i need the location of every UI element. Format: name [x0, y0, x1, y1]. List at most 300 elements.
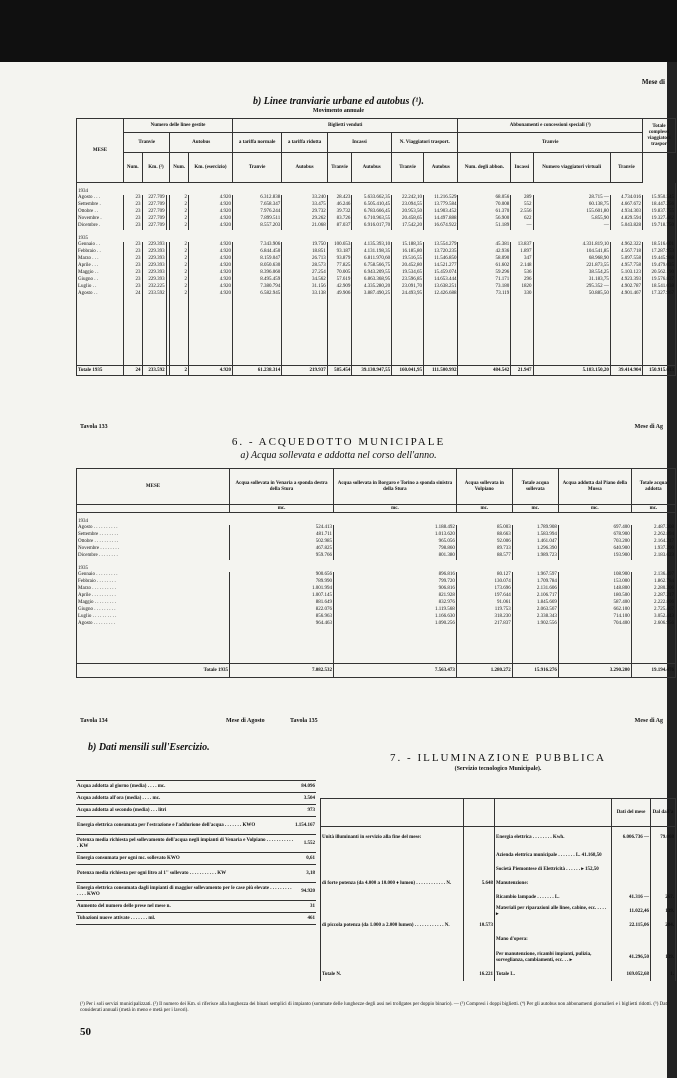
table-cell: 18.516.601	[643, 242, 676, 249]
table-cell: 2.606.956	[631, 621, 675, 628]
year-label: 1934	[77, 513, 676, 525]
table-cell: 21.068	[282, 223, 328, 230]
illum-cell: 41.296,50	[612, 947, 651, 969]
table-cell: 56.900	[458, 216, 511, 223]
col-acqua-f: Totale acqua addotta	[631, 469, 675, 505]
table-cell: 0,61	[294, 853, 316, 865]
table-cell: 296	[511, 277, 533, 284]
table-cell: 11.216.529	[424, 195, 458, 202]
table-cell: 2.106.717	[512, 593, 558, 600]
illum-cell	[321, 947, 464, 969]
table-cell: 24	[124, 366, 143, 376]
table-cell: 714.100	[558, 614, 631, 621]
table-cell: Febbraio . . . . . . . .	[77, 579, 230, 586]
table-cell: 23	[124, 263, 143, 270]
table-cell: 24.493,95	[392, 291, 424, 298]
table-cell: 2.725.467	[631, 607, 675, 614]
table-cell: 703.200	[558, 539, 631, 546]
table-cell: 1.188.492	[334, 525, 457, 532]
table-cell: Totale 1935	[77, 366, 124, 376]
table-cell: 227.709	[142, 195, 166, 202]
table-cell: 2	[170, 277, 189, 284]
illum-cell: Azienda elettrica municipale . . . . . . . L. 41.168,50	[495, 849, 612, 863]
table-cell: 4.920	[188, 216, 232, 223]
table-row	[77, 525, 676, 532]
table-cell: 4.962.322	[610, 242, 642, 249]
col-tariffa-ridotta: a tariffa ridotta	[282, 133, 328, 153]
table-cell: 227.709	[142, 223, 166, 230]
table-cell: 2	[170, 216, 189, 223]
table-cell: 23	[124, 202, 143, 209]
illum-cell: Ricambio lampade . . . . . . . L.	[495, 891, 612, 905]
table-cell: 68.056	[458, 195, 511, 202]
table-cell: 799.720	[334, 579, 457, 586]
table-cell: 4.920	[188, 242, 232, 249]
table-cell: 704.400	[558, 621, 631, 628]
table-cell: 14.497.888	[424, 216, 458, 223]
table-cell: 180.500	[558, 593, 631, 600]
unit-d: mc.	[512, 505, 558, 513]
col-incassi-abbon: Incassi	[511, 153, 533, 183]
illum-cell	[464, 947, 495, 969]
table-cell: 2	[170, 223, 189, 230]
table-cell: 14.653.444	[424, 277, 458, 284]
table-cell: 481.711	[230, 532, 334, 539]
table-cell: 1.154.167	[294, 817, 316, 835]
dati-row	[76, 781, 316, 793]
table-cell: 1.937.290	[631, 546, 675, 553]
table-cell: 15.950.545	[643, 195, 676, 202]
table-cell: 87.037	[327, 223, 352, 230]
dati-row	[76, 913, 316, 925]
table-cell: 73.180	[458, 284, 511, 291]
table-cell: 1820	[511, 284, 533, 291]
table-cell: 832.976	[334, 600, 457, 607]
year-row-1934	[77, 513, 676, 525]
table-cell: 49.906	[327, 291, 352, 298]
table-cell: Novembre . . . . . . . .	[77, 546, 230, 553]
table-row	[77, 600, 676, 607]
table-cell: 150.915.613	[643, 366, 676, 376]
dati-row	[76, 865, 316, 883]
table-cell: Marzo . . .	[77, 256, 124, 263]
table-cell: 18.541.038	[643, 284, 676, 291]
col-abbonamenti: Abbonamenti e concessioni speciali (¹)	[458, 119, 643, 133]
table-cell: 2.131.606	[512, 586, 558, 593]
col-km: Km. (²)	[142, 153, 170, 183]
table-cell: 4.920	[188, 256, 232, 263]
table-cell: 4.567.718	[610, 249, 642, 256]
table-cell: 2	[170, 195, 189, 202]
table-cell: Aumento del numero delle prese nel mese n.	[76, 901, 294, 913]
table-cell: 4.920	[188, 270, 232, 277]
table-cell: 6.312.838	[232, 195, 281, 202]
table-cell: 4.920	[188, 284, 232, 291]
dati-mensili-table	[76, 780, 316, 925]
illum-cell	[464, 849, 495, 863]
table-cell: 2.338.343	[512, 614, 558, 621]
table-cell: 4.920	[188, 249, 232, 256]
table-cell: 85.003	[456, 525, 512, 532]
illum-cell	[612, 863, 651, 877]
illum-cell	[651, 849, 676, 863]
table-cell: 6.844.450	[232, 249, 281, 256]
header-month-label: Mese di	[641, 78, 665, 86]
table-cell: 900.656	[230, 572, 334, 579]
table-cell: 88.577	[456, 553, 512, 560]
table-cell: 84.096	[294, 781, 316, 793]
table-row	[77, 256, 676, 263]
table-cell: 2	[170, 209, 189, 216]
col-tot-tranvie: Tranvie	[610, 153, 642, 183]
table-cell: 27.254	[282, 270, 328, 277]
tavola-134-month: Mese di Agosto	[226, 718, 265, 724]
table-cell: 24	[124, 291, 143, 298]
table-cell: 4.829.594	[610, 216, 642, 223]
illum-cell: 22.115,06	[612, 919, 651, 933]
table-row	[77, 579, 676, 586]
table-cell: 19.194.476	[631, 664, 675, 678]
table-cell: 83.726	[327, 216, 352, 223]
col-dal: Dal dall'a	[651, 799, 676, 827]
table-row	[77, 270, 676, 277]
table-cell: 6.710.963,55	[352, 216, 392, 223]
table-cell: 4.131.198,35	[352, 249, 392, 256]
table-row	[77, 209, 676, 216]
table-cell: 6.916.017,70	[352, 223, 392, 230]
illum-cell: di forte potenza (da 4.000 a 10.000 ♦ lumen) . . . . . . . . . . . . N.	[321, 877, 464, 891]
table-cell: Dicembre . . . . . . . .	[77, 553, 230, 560]
table-row	[77, 223, 676, 230]
table-cell: 13.554.279	[424, 242, 458, 249]
table-row	[77, 195, 676, 202]
illum-row	[321, 863, 676, 877]
table-cell: Totale 1935	[77, 664, 230, 678]
year-row-1934	[77, 183, 676, 195]
col-inc-autobus: Autobus	[352, 153, 392, 183]
table-cell: 1.552	[294, 835, 316, 853]
table-cell: 61.370	[458, 209, 511, 216]
table-cell: 5.183.150,20	[533, 366, 610, 376]
table-cell: 1.789.908	[512, 525, 558, 532]
table-cell: 7.658.347	[232, 202, 281, 209]
col-acqua-b: Acqua sollevata in Borgaro e Torino a sponda sinistra della Stura	[334, 469, 457, 505]
dati-row	[76, 805, 316, 817]
illum-cell: Totale L.	[495, 969, 612, 981]
table-cell: 4.667.672	[610, 202, 642, 209]
table-cell: 28.573	[282, 263, 328, 270]
col-via-tranvie: Tranvie	[392, 153, 424, 183]
table-row	[77, 546, 676, 553]
section-6-subtitle: a) Acqua sollevata e addotta nel corso dell'anno.	[240, 450, 437, 461]
col-tranvie: Tranvie	[124, 133, 170, 153]
table-cell: 1.902.556	[512, 621, 558, 628]
col-biglietti: Biglietti venduti	[232, 119, 458, 133]
col-viaggiatori: N. Viaggiatori trasport.	[392, 133, 458, 153]
table-cell: 7.380.794	[232, 284, 281, 291]
table-cell: 94.920	[294, 883, 316, 901]
table-cell: 15.916.276	[512, 664, 558, 678]
col-km-es: Km. (esercizio)	[188, 153, 232, 183]
table-cell: 23.596,85	[392, 277, 424, 284]
illum-cell	[321, 863, 464, 877]
table-cell: 45.381	[458, 242, 511, 249]
illum-cell	[464, 891, 495, 905]
total-row	[77, 366, 676, 376]
table-cell: 6.811.970,60	[352, 256, 392, 263]
table-cell: 18.851	[282, 249, 328, 256]
table-cell: 622	[511, 216, 533, 223]
table-cell: 13.779.584	[424, 202, 458, 209]
table-cell: 1.001.994	[230, 586, 334, 593]
table-cell: Agosto . . . . . . . . .	[77, 621, 230, 628]
table-cell: 881.649	[230, 600, 334, 607]
table-cell: 23	[124, 242, 143, 249]
table-cell: 798.860	[334, 546, 457, 553]
table-cell: 8.396.060	[232, 270, 281, 277]
table-cell: 119.753	[456, 607, 512, 614]
table-cell: 20.562.190	[643, 270, 676, 277]
unit-c: mc.	[456, 505, 512, 513]
illum-row	[321, 891, 676, 905]
table-row	[77, 277, 676, 284]
table-cell: 1.583.994	[512, 532, 558, 539]
illum-row	[321, 905, 676, 919]
table-cell: 4.135.393,10	[352, 242, 392, 249]
table-cell: Acqua addotta al giorno (media) . . . . mc.	[76, 781, 294, 793]
table-row	[77, 532, 676, 539]
table-cell: 19.750	[282, 242, 328, 249]
table-cell: 15.188,35	[392, 242, 424, 249]
year-label: 1935	[77, 230, 676, 242]
table-cell: 856.963	[230, 614, 334, 621]
illum-cell: di piccola potenza (da 1.000 a 2.000 lumen) . . . . . . . . . . . . N.	[321, 919, 464, 933]
illum-row	[321, 947, 676, 969]
section-b-title: b) Linee tranviarie urbane ed autobus (¹).	[252, 96, 425, 107]
table-cell: 896.816	[334, 572, 457, 579]
table-cell: 31	[294, 901, 316, 913]
illum-cell: Per manutenzione, ricambi impianti, pulizia, sorveglianza, cambiamenti, ecc. . . ▸	[495, 947, 612, 969]
table-cell: Potenza media richiesta pel sollevamento dell'acqua negli impianti di Venaria e Volpiano . . . . . . . . . . . . KW	[76, 835, 294, 853]
table-cell: Ottobre . .	[77, 209, 124, 216]
table-row	[77, 614, 676, 621]
table-cell: 2	[170, 270, 189, 277]
table-cell: 8.050.630	[232, 263, 281, 270]
page-number: 50	[80, 1026, 91, 1038]
unit-a: mc.	[230, 505, 334, 513]
illum-cell: Società Piemontese di Elettricità . . . . . . ▸ 152,50	[495, 863, 612, 877]
table-cell: 2.136.497	[631, 572, 675, 579]
table-cell: 5.097.558	[610, 256, 642, 263]
table-cell: 4.920	[188, 291, 232, 298]
table-cell: 821.928	[334, 593, 457, 600]
table-cell: 4.901.467	[610, 291, 642, 298]
illum-cell	[651, 863, 676, 877]
table-cell: 19.718.750	[643, 223, 676, 230]
table-cell: 26.713	[282, 256, 328, 263]
table-cell: 3.887.490,25	[352, 291, 392, 298]
table-cell: 70.005	[327, 270, 352, 277]
col-acqua-e: Acqua addotta dal Piano della Mussa	[558, 469, 631, 505]
table-cell: Aprile . . . . . . . . . .	[77, 593, 230, 600]
table-row	[77, 572, 676, 579]
table-cell: 2.262.894	[631, 532, 675, 539]
col-acqua-a: Acqua sollevata in Venaria a sponda destra della Stura	[230, 469, 334, 505]
table-cell: 229.393	[142, 242, 166, 249]
table-cell: 7.563.473	[334, 664, 457, 678]
table-cell: 1.007.145	[230, 593, 334, 600]
table-cell: 822.076	[230, 607, 334, 614]
table-cell: 1.013.620	[334, 532, 457, 539]
illum-cell: 169.052,68	[612, 969, 651, 981]
col-incassi: Incassi	[327, 133, 391, 153]
illum-cell: 5.648	[464, 877, 495, 891]
table-cell: 1.967.597	[512, 572, 558, 579]
section-b-subtitle: Movimento annuale	[312, 108, 365, 114]
table-cell: 467.825	[230, 546, 334, 553]
table-cell: 31.156	[282, 284, 328, 291]
table-cell: 6.783.666,45	[352, 209, 392, 216]
table-cell: 2.556	[511, 209, 533, 216]
table-cell: 5.633.662,35	[352, 195, 392, 202]
table-cell: 111.500.992	[424, 366, 458, 376]
table-cell: 20.458,65	[392, 216, 424, 223]
illum-cell	[612, 933, 651, 947]
table-cell: 229.393	[142, 249, 166, 256]
table-cell: 16.674.922	[424, 223, 458, 230]
illum-cell	[321, 891, 464, 905]
table-cell: 1.090.256	[334, 621, 457, 628]
table-cell: 6.943.209,55	[352, 270, 392, 277]
table-cell: 23.094,55	[392, 202, 424, 209]
table-cell: 80.127	[456, 572, 512, 579]
table-cell: 23	[124, 195, 143, 202]
illum-cell: Materiali per riparazioni alle linee, cabine, ecc. . . . . ▸	[495, 905, 612, 919]
table-cell: 23.091,70	[392, 284, 424, 291]
table-cell: 229.393	[142, 256, 166, 263]
table-cell: Potenza media richiesta per ogni litro al 1'' sollevato . . . . . . . . . . . KW	[76, 865, 294, 883]
table-cell: 193.900	[558, 553, 631, 560]
table-cell: 229.393	[142, 277, 166, 284]
table-cell: 2.063.567	[512, 607, 558, 614]
table-cell: 5.855,90	[533, 216, 610, 223]
table-cell: 2.487.308	[631, 525, 675, 532]
illum-cell: 41.316 —	[612, 891, 651, 905]
table-cell: 906.816	[334, 586, 457, 593]
illum-cell: Energia elettrica . . . . . . . . Kwh.	[495, 827, 612, 849]
table-cell: 23	[124, 223, 143, 230]
table-cell: Giugno . .	[77, 277, 124, 284]
table-cell: 2.148	[511, 263, 533, 270]
illum-cell	[651, 877, 676, 891]
table-cell: Gennaio . . . . . . . . .	[77, 572, 230, 579]
illum-cell: 10.573	[464, 919, 495, 933]
table-cell: 93.879	[327, 256, 352, 263]
table-cell: 4.920	[188, 195, 232, 202]
table-cell: 11.546.850	[424, 256, 458, 263]
table-cell: 965.056	[334, 539, 457, 546]
table-cell: 2.222.806	[631, 600, 675, 607]
tram-bus-table	[76, 118, 676, 376]
table-cell: 19.534,65	[392, 270, 424, 277]
illum-row	[321, 827, 676, 849]
table-cell: 4.920	[188, 202, 232, 209]
year-label: 1935	[77, 560, 676, 572]
table-cell: 91.061	[456, 600, 512, 607]
col-acqua-c: Acqua sollevata in Volpiano	[456, 469, 512, 505]
table-row	[77, 586, 676, 593]
illum-cell: Totale N.	[321, 969, 464, 981]
table-cell: 4.920	[188, 223, 232, 230]
illum-cell: 16.221	[464, 969, 495, 981]
table-cell: 20.452,80	[392, 263, 424, 270]
table-cell: 217.837	[456, 621, 512, 628]
table-cell: 585.454	[327, 366, 352, 376]
table-cell: 1.119.568	[334, 607, 457, 614]
table-cell: 2.287.217	[631, 593, 675, 600]
table-cell: 14.903.452	[424, 209, 458, 216]
table-row	[77, 593, 676, 600]
table-cell: 77.825	[327, 263, 352, 270]
table-cell: 42.936	[458, 249, 511, 256]
table-cell: 108.900	[558, 572, 631, 579]
table-cell: 1.989.723	[512, 553, 558, 560]
table-cell: 640.900	[558, 546, 631, 553]
col-num-viagg: Numero viaggiatori virtuali	[533, 153, 610, 183]
table-cell: 12.426.688	[424, 291, 458, 298]
illum-row	[321, 849, 676, 863]
col-bt-autobus: Autobus	[282, 153, 328, 183]
table-cell: 801.380	[334, 553, 457, 560]
table-cell: Energia consumata per ogni mc. sollevato KWO	[76, 853, 294, 865]
table-cell: 21.947	[511, 366, 533, 376]
table-cell: 4.957.758	[610, 263, 642, 270]
table-cell: 4.923.393	[610, 277, 642, 284]
table-cell: 4.734.016	[610, 195, 642, 202]
table-cell: 330	[511, 291, 533, 298]
illum-cell	[321, 933, 464, 947]
illum-row	[321, 919, 676, 933]
section-7-title: 7. - ILLUMINAZIONE PUBBLICA	[390, 752, 606, 764]
col-inc-tranvie: Tranvie	[327, 153, 352, 183]
table-cell: 22.242,10	[392, 195, 424, 202]
table-cell: 61.602	[458, 263, 511, 270]
table-cell: 6.863.368,95	[352, 277, 392, 284]
table-cell: 18.447.256	[643, 202, 676, 209]
table-cell: 155.601,80	[533, 209, 610, 216]
table-cell: 1.280.272	[456, 664, 512, 678]
table-row	[77, 284, 676, 291]
illum-cell	[321, 849, 464, 863]
illum-cell: 139.	[651, 905, 676, 919]
illum-cell	[321, 905, 464, 919]
table-cell: 19.327.482	[643, 216, 676, 223]
illum-cell	[464, 863, 495, 877]
table-cell: 2	[170, 263, 189, 270]
table-cell: Luglio . . . . . . . . . .	[77, 614, 230, 621]
illum-cell: 139.	[651, 947, 676, 969]
table-cell: 4.335.280,20	[352, 284, 392, 291]
table-cell: 23	[124, 256, 143, 263]
table-cell: 789.990	[230, 579, 334, 586]
illum-cell: 11.022,46	[612, 905, 651, 919]
table-cell: 17.287.953	[643, 249, 676, 256]
table-cell: 60.138,75	[533, 202, 610, 209]
illum-cell	[495, 919, 612, 933]
table-cell: 88.663	[456, 532, 512, 539]
table-cell: —	[511, 223, 533, 230]
table-cell: 1.862.784	[631, 579, 675, 586]
